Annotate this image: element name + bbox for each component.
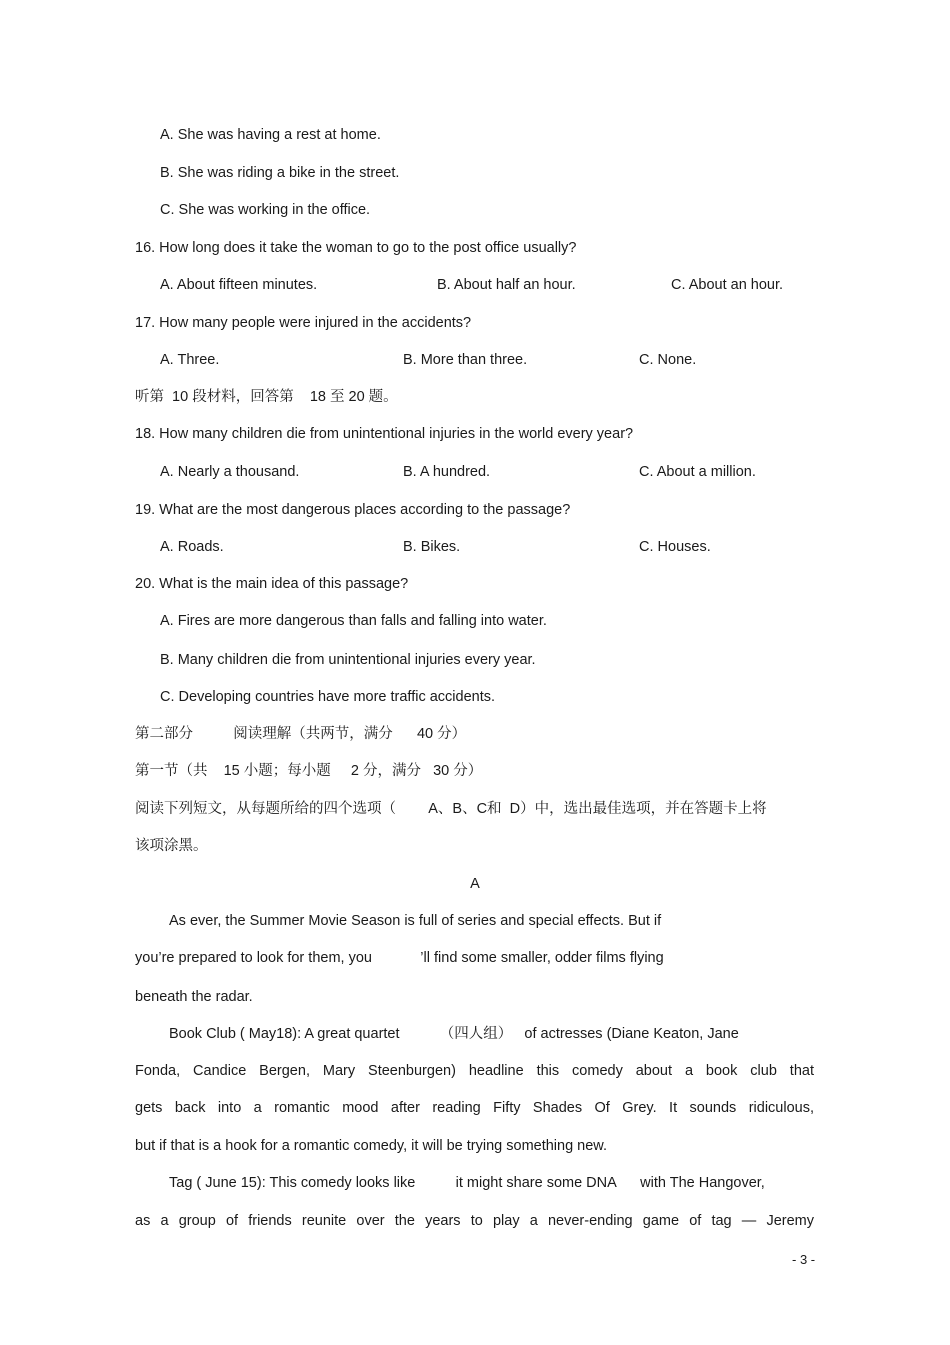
- passage-p2-line4: but if that is a hook for a romantic comedy, it will be trying something new.: [135, 1138, 608, 1154]
- passage-p3-line2: as a group of friends reunite over the years to play a never-ending game of tag — Jeremy: [135, 1213, 814, 1229]
- q15-option-c: C. She was working in the office.: [160, 202, 371, 218]
- q19-question: 19. What are the most dangerous places according to the passage?: [135, 502, 571, 518]
- passage-p2-line2: Fonda, Candice Bergen, Mary Steenburgen) headline this comedy about a book club that: [135, 1063, 814, 1079]
- q15-option-b: B. She was riding a bike in the street.: [160, 165, 400, 181]
- part2-instruction-line1: 阅读下列短文，从每题所给的四个选项（ A、B、C和 D）中，选出最佳选项，并在答题卡上将: [135, 801, 767, 817]
- q15-option-a: A. She was having a rest at home.: [160, 127, 381, 143]
- part2-heading: 第二部分 阅读理解（共两节，满分 40 分）: [135, 726, 467, 742]
- q20-option-c: C. Developing countries have more traffic accidents.: [160, 689, 496, 705]
- q17-option-b: B. More than three.: [403, 352, 528, 368]
- q16-question: 16. How long does it take the woman to go to the post office usually?: [135, 240, 577, 256]
- passage-p1-line3: beneath the radar.: [135, 989, 253, 1005]
- q17-question: 17. How many people were injured in the accidents?: [135, 315, 472, 331]
- q19-option-a: A. Roads.: [160, 539, 224, 555]
- q20-option-a: A. Fires are more dangerous than falls and falling into water.: [160, 613, 547, 629]
- q17-option-a: A. Three.: [160, 352, 220, 368]
- section-10-intro: 听第 10 段材料，回答第 18 至 20 题。: [135, 389, 398, 405]
- part2-section1-heading: 第一节（共 15 小题；每小题 2 分，满分 30 分）: [135, 763, 483, 779]
- passage-p3-line1: Tag ( June 15): This comedy looks like it might share some DNA with The Hangover,: [169, 1175, 765, 1191]
- passage-p2-line1: Book Club ( May18): A great quartet （四人组） of actresses (Diane Keaton, Jane: [169, 1026, 739, 1042]
- q16-option-a: A. About fifteen minutes.: [160, 277, 318, 293]
- q20-option-b: B. Many children die from unintentional injuries every year.: [160, 652, 536, 668]
- q19-option-b: B. Bikes.: [403, 539, 461, 555]
- q20-question: 20. What is the main idea of this passage?: [135, 576, 409, 592]
- q19-option-c: C. Houses.: [639, 539, 711, 555]
- q18-option-b: B. A hundred.: [403, 464, 491, 480]
- q18-option-a: A. Nearly a thousand.: [160, 464, 300, 480]
- q18-question: 18. How many children die from unintentional injuries in the world every year?: [135, 426, 634, 442]
- passage-p1-line2: you’re prepared to look for them, you ’ll find some smaller, odder films flying: [135, 950, 664, 966]
- q16-option-c: C. About an hour.: [671, 277, 784, 293]
- passage-label: A: [470, 876, 480, 892]
- page-number: - 3 -: [792, 1252, 816, 1267]
- q18-option-c: C. About a million.: [639, 464, 756, 480]
- part2-instruction-line2: 该项涂黑。: [135, 838, 208, 854]
- passage-p2-line3: gets back into a romantic mood after reading Fifty Shades Of Grey. It sounds ridiculous,: [135, 1100, 814, 1116]
- passage-p1-line1: As ever, the Summer Movie Season is full of series and special effects. But if: [169, 913, 662, 929]
- q16-option-b: B. About half an hour.: [437, 277, 576, 293]
- q17-option-c: C. None.: [639, 352, 697, 368]
